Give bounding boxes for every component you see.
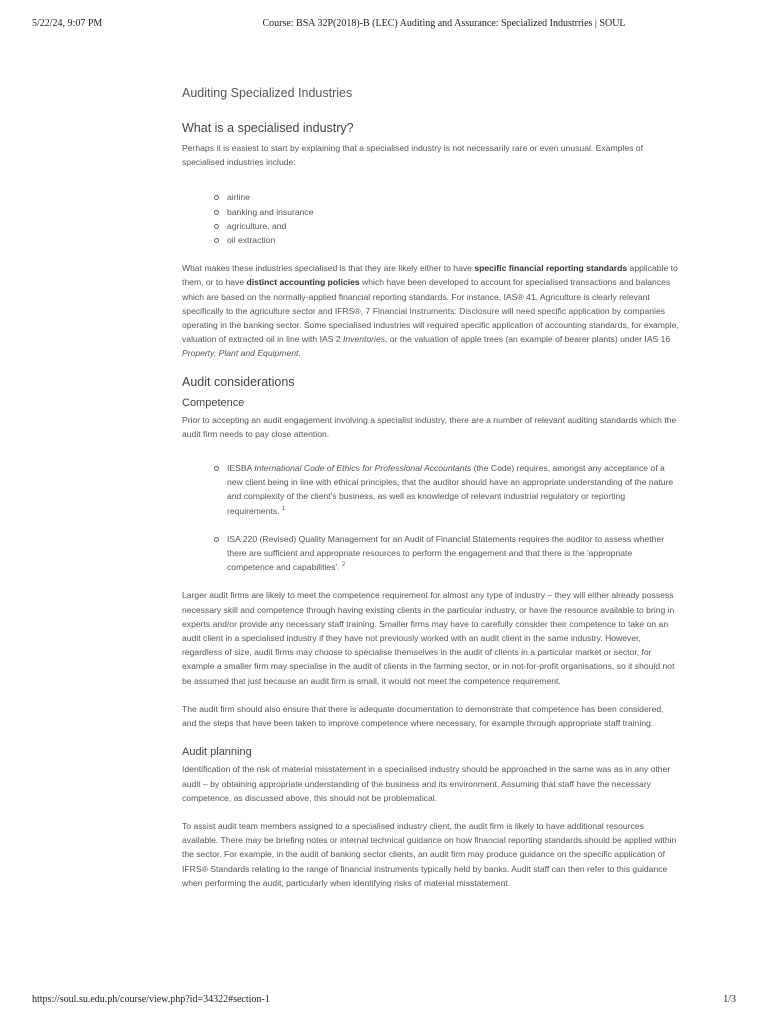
print-url: https://soul.su.edu.ph/course/view.php?id=34322#section-1 [32, 994, 270, 1005]
footnote-ref: 1 [281, 505, 286, 512]
documentation-paragraph: The audit firm should also ensure that there is adequate documentation to demonstrate that competence has been considered, and the steps that have been taken to improve competence where necessary, for example through appropriate staff training. [182, 703, 664, 729]
larger-firms-paragraph: Larger audit firms are likely to meet the competence requirement for almost any type of industry – they will either already possess necessary skill and competence through having existing clients in the particular industry, or have the resource available to bring in experts and/or provide any necessary staff training. Smaller firms may have to carefully consider their competence to take on an audit client in a specialised industry if they have not previously worked with an audit client in the same industry. However, regardless of size, audit firms may choose to specialise themselves in the audit of clients in a particular market or sector, for example a smaller firm may specialise in the audit of clients in the farming sector, or in not-for-profit organisations, so it should not be assumed that just because an audit firm is small, it would not meet the competence requirement. [182, 590, 675, 686]
page-number: 1/3 [723, 994, 736, 1005]
print-header [32, 18, 736, 32]
examples-list [182, 183, 680, 247]
footnote-ref: 2 [341, 562, 346, 569]
list-item: airline [212, 190, 680, 204]
risk-identification-paragraph: Identification of the risk of material misstatement in a specialised industry should be approached in the same was as in any other audit – by obtaining appropriate understanding of the business and its environment. Assuming that staff have the necessary competence, as discussed above, this should not be problematical. [182, 764, 671, 803]
list-item: oil extraction [212, 233, 680, 247]
heading-audit-considerations: Audit considerations [182, 374, 295, 389]
bold-distinct-accounting-policies: distinct accounting policies [246, 277, 360, 288]
specialised-explanation-paragraph: What makes these industries specialised is that they are likely either to have specific financial reporting standards applicable to them, or to have distinct accounting policies which have been developed to account for specialised transactions and balances which are based on the normally-applied financial reporting standards. For instance, IAS® 41, Agriculture is clearly relevant specifically to the agriculture sector and IFRS®, 7 Financial Instruments: Disclosure will need specific application by companies operating in the banking sector. Some specialised industries will required specific application of accounting standards, for example, valuation of extracted oil in line with IAS 2 Inventories, or the valuation of apple trees (an example of bearer plants) under IAS 16 Property, Plant and Equipment. [182, 263, 679, 359]
heading-audit-planning: Audit planning [182, 746, 252, 759]
list-item-iesba: IESBA International Code of Ethics for Professional Accountants (the Code) requires, amongst any acceptance of a new client being in line with ethical principles, that the auditor should have an appropriate understanding of the nature and complexity of the client's business, as well as knowledge of relevant industrial regulatory or reporting requirements. $^1$ [212, 461, 680, 518]
list-item: agriculture, and [212, 219, 680, 233]
heading-competence: Competence [182, 396, 245, 409]
italic-inventories: Inventories [342, 334, 386, 345]
bold-specific-financial-reporting-standards: specific financial reporting standards [474, 263, 628, 274]
italic-ppe: Property, Plant and Equipment [182, 348, 299, 359]
list-item: banking and insurance [212, 205, 680, 219]
heading-what-is-specialised-industry: What is a specialised industry? [182, 121, 354, 135]
print-footer [32, 994, 736, 1008]
resources-paragraph: To assist audit team members assigned to a specialised industry client, the audit firm is likely to have additional resources available. There may be briefing notes or internal technical guidance on how financial reporting standards should be applied within the sector. For example, in the audit of banking sector clients, an audit firm may produce guidance on the specific application of IFRS® Standards relating to the range of financial instruments typically held by banks. Audit staff can then refer to this guidance when performing the audit, particularly when identifying risks of material misstatement. [182, 820, 677, 888]
standards-list [182, 455, 680, 574]
list-item-isa-220: ISA 220 (Revised) Quality Management for an Audit of Financial Statements requires the auditor to assess whether there are sufficient and appropriate resources to perform the engagement and that there is the 'appropriate competence and capabilities'. $^2$ [212, 532, 680, 575]
intro-paragraph: Perhaps it is easiest to start by explaining that a specialised industry is not necessarily rare or even unusual. Examples of specialised industries include: [182, 143, 643, 168]
competence-intro-paragraph: Prior to accepting an audit engagement involving a specialist industry, there are a number of relevant auditing standards which the audit firm needs to pay close attention. [182, 414, 677, 439]
page-title: Auditing Specialized Industries [182, 86, 353, 100]
course-section-content [182, 84, 680, 904]
print-course-title: Course: BSA 32P(2018)-B (LEC) Auditing and Assurance: Specialized Industrries | SOUL [262, 18, 626, 29]
print-datetime: 5/22/24, 9:07 PM [32, 18, 103, 29]
